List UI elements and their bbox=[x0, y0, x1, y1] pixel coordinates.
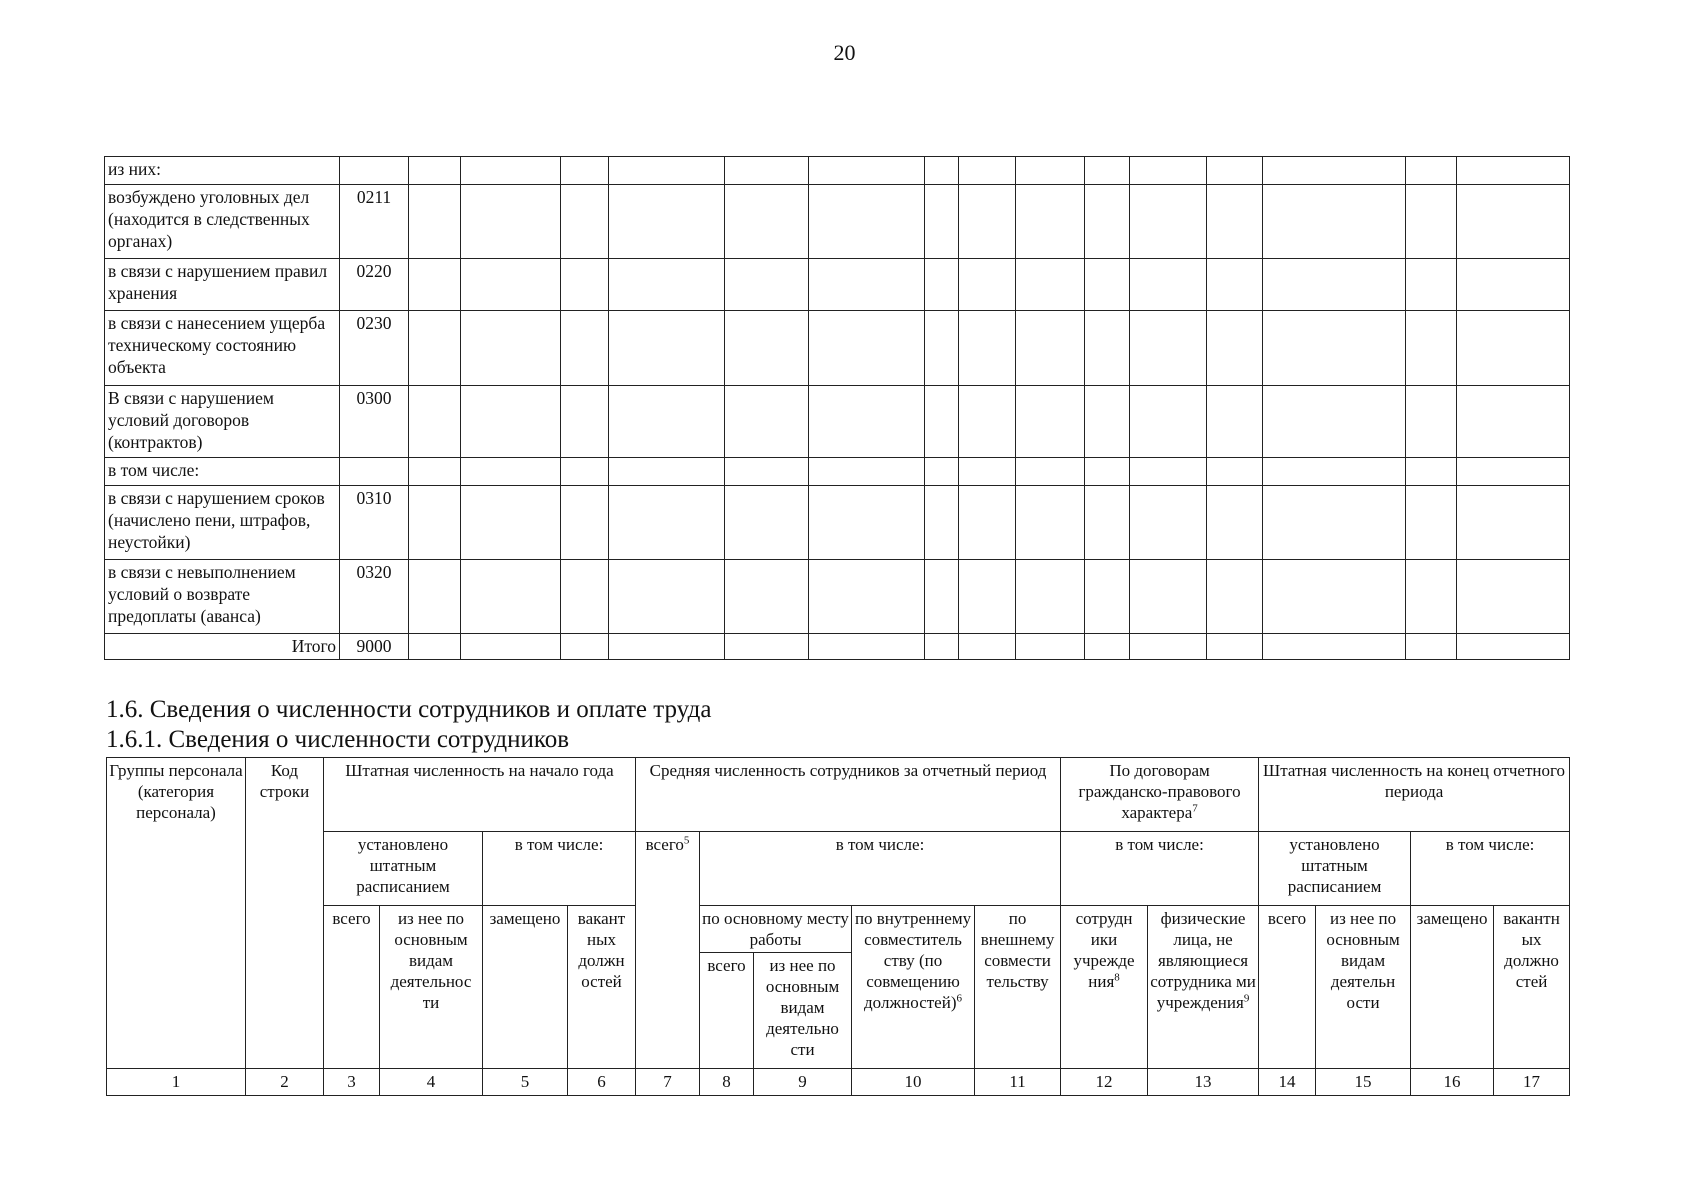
empty-cell bbox=[1457, 386, 1570, 458]
empty-cell bbox=[959, 185, 1016, 259]
empty-cell bbox=[1085, 386, 1130, 458]
empty-cell bbox=[461, 185, 561, 259]
empty-cell bbox=[925, 157, 959, 185]
empty-cell bbox=[809, 560, 925, 634]
empty-cell bbox=[1207, 311, 1263, 386]
empty-cell bbox=[1130, 560, 1207, 634]
empty-cell bbox=[925, 486, 959, 560]
empty-cell bbox=[609, 157, 725, 185]
empty-cell bbox=[959, 259, 1016, 311]
row-code bbox=[340, 458, 409, 486]
header-staff-end: Штатная численность на конец отчетного периода bbox=[1259, 758, 1570, 832]
empty-cell bbox=[461, 486, 561, 560]
header-main-activity-end: из нее по основным видам деятельн ости bbox=[1316, 906, 1411, 1069]
empty-cell bbox=[609, 458, 725, 486]
empty-cell bbox=[461, 458, 561, 486]
empty-cell bbox=[1130, 185, 1207, 259]
empty-cell bbox=[1406, 560, 1457, 634]
footnote-6: 6 bbox=[956, 992, 962, 1005]
empty-cell bbox=[1130, 458, 1207, 486]
empty-cell bbox=[1457, 458, 1570, 486]
empty-cell bbox=[1457, 560, 1570, 634]
header-main-place: по основному месту работы bbox=[700, 906, 852, 953]
empty-cell bbox=[1406, 486, 1457, 560]
table-row bbox=[105, 486, 1570, 560]
header-employees bbox=[1061, 906, 1148, 1069]
empty-cell bbox=[1207, 157, 1263, 185]
empty-cell bbox=[1457, 634, 1570, 660]
column-number: 11 bbox=[975, 1069, 1061, 1096]
row-label: в том числе: bbox=[105, 458, 340, 486]
table-row bbox=[105, 259, 1570, 311]
empty-cell bbox=[1130, 259, 1207, 311]
empty-cell bbox=[609, 560, 725, 634]
header-average: Средняя численность сотрудников за отчетный период bbox=[636, 758, 1061, 832]
header-filled-end: замещено bbox=[1411, 906, 1494, 1069]
column-number: 14 bbox=[1259, 1069, 1316, 1096]
row-label: в связи с нарушением правил хранения bbox=[105, 259, 340, 311]
empty-cell bbox=[925, 259, 959, 311]
empty-cell bbox=[461, 259, 561, 311]
empty-cell bbox=[1263, 311, 1406, 386]
table-row bbox=[105, 386, 1570, 458]
empty-cell bbox=[1406, 185, 1457, 259]
column-number: 4 bbox=[380, 1069, 483, 1096]
empty-cell bbox=[959, 311, 1016, 386]
row-label: из них: bbox=[105, 157, 340, 185]
empty-cell bbox=[561, 311, 609, 386]
empty-cell bbox=[1263, 185, 1406, 259]
header-gph bbox=[1061, 758, 1259, 832]
header-established-end: установлено штатным расписанием bbox=[1259, 832, 1411, 906]
empty-cell bbox=[725, 311, 809, 386]
empty-cell bbox=[725, 634, 809, 660]
row-label: в связи с нарушением сроков (начислено пени, штрафов, неустойки) bbox=[105, 486, 340, 560]
footnote-8: 8 bbox=[1114, 971, 1120, 984]
table-row bbox=[105, 311, 1570, 386]
header-groups: Группы персонала (категория персонала) bbox=[107, 758, 246, 1069]
total-row bbox=[105, 634, 1570, 660]
empty-cell bbox=[1130, 634, 1207, 660]
empty-cell bbox=[409, 157, 461, 185]
empty-cell bbox=[1263, 259, 1406, 311]
header-vacant-start: вакант ных должн остей bbox=[568, 906, 636, 1069]
empty-cell bbox=[809, 311, 925, 386]
header-vacant-end: вакантн ых должно стей bbox=[1494, 906, 1570, 1069]
header-staff-start: Штатная численность на начало года bbox=[324, 758, 636, 832]
empty-cell bbox=[1263, 486, 1406, 560]
empty-cell bbox=[1207, 486, 1263, 560]
empty-cell bbox=[1085, 157, 1130, 185]
empty-cell bbox=[1406, 458, 1457, 486]
empty-cell bbox=[1016, 185, 1085, 259]
header-established: установлено штатным расписанием bbox=[324, 832, 483, 906]
empty-cell bbox=[1085, 560, 1130, 634]
row-label: в связи с невыполнением условий о возврате предоплаты (аванса) bbox=[105, 560, 340, 634]
empty-cell bbox=[609, 311, 725, 386]
empty-cell bbox=[725, 458, 809, 486]
empty-cell bbox=[1085, 486, 1130, 560]
row-code: 0310 bbox=[340, 486, 409, 560]
row-code bbox=[340, 157, 409, 185]
empty-cell bbox=[1016, 157, 1085, 185]
footnote-9: 9 bbox=[1243, 992, 1250, 1005]
empty-cell bbox=[1085, 311, 1130, 386]
empty-cell bbox=[461, 311, 561, 386]
footnote-7: 7 bbox=[1192, 802, 1198, 815]
empty-cell bbox=[609, 185, 725, 259]
empty-cell bbox=[959, 458, 1016, 486]
empty-cell bbox=[1085, 458, 1130, 486]
section-subtitle: 1.6.1. Сведения о численности сотрудников bbox=[106, 726, 570, 753]
table-row bbox=[105, 185, 1570, 259]
column-number: 16 bbox=[1411, 1069, 1494, 1096]
column-number: 13 bbox=[1148, 1069, 1259, 1096]
empty-cell bbox=[609, 259, 725, 311]
empty-cell bbox=[1016, 259, 1085, 311]
row-label: в связи с нанесением ущерба техническому состоянию объекта bbox=[105, 311, 340, 386]
header-employees-text: сотрудн ики учрежде ния bbox=[1073, 909, 1135, 991]
empty-cell bbox=[725, 560, 809, 634]
table-row bbox=[105, 560, 1570, 634]
empty-cell bbox=[1207, 259, 1263, 311]
empty-cell bbox=[609, 486, 725, 560]
empty-cell bbox=[1085, 259, 1130, 311]
empty-cell bbox=[561, 386, 609, 458]
empty-cell bbox=[925, 458, 959, 486]
header-individuals-text: физические лица, не являющиеся сотрудника ми учреждения bbox=[1150, 909, 1256, 1012]
violations-table bbox=[104, 156, 1570, 660]
empty-cell bbox=[1016, 560, 1085, 634]
column-number: 12 bbox=[1061, 1069, 1148, 1096]
header-gph-text: По договорам гражданско-правового характера bbox=[1078, 761, 1241, 822]
empty-cell bbox=[1207, 458, 1263, 486]
empty-cell bbox=[409, 634, 461, 660]
empty-cell bbox=[725, 386, 809, 458]
header-vsego-end: всего bbox=[1259, 906, 1316, 1069]
empty-cell bbox=[461, 157, 561, 185]
column-number: 17 bbox=[1494, 1069, 1570, 1096]
header-filled-start: замещено bbox=[483, 906, 568, 1069]
empty-cell bbox=[1406, 311, 1457, 386]
total-code: 9000 bbox=[340, 634, 409, 660]
column-number: 5 bbox=[483, 1069, 568, 1096]
column-number: 6 bbox=[568, 1069, 636, 1096]
staff-count-table bbox=[106, 757, 1570, 1096]
empty-cell bbox=[561, 486, 609, 560]
empty-cell bbox=[809, 157, 925, 185]
empty-cell bbox=[409, 386, 461, 458]
empty-cell bbox=[1263, 386, 1406, 458]
row-code: 0211 bbox=[340, 185, 409, 259]
empty-cell bbox=[925, 185, 959, 259]
empty-cell bbox=[409, 185, 461, 259]
empty-cell bbox=[1130, 311, 1207, 386]
empty-cell bbox=[461, 634, 561, 660]
header-including-gph: в том числе: bbox=[1061, 832, 1259, 906]
empty-cell bbox=[561, 458, 609, 486]
empty-cell bbox=[925, 386, 959, 458]
empty-cell bbox=[409, 259, 461, 311]
row-label: возбуждено уголовных дел (находится в следственных органах) bbox=[105, 185, 340, 259]
empty-cell bbox=[1085, 634, 1130, 660]
empty-cell bbox=[1016, 311, 1085, 386]
empty-cell bbox=[561, 259, 609, 311]
empty-cell bbox=[1406, 259, 1457, 311]
empty-cell bbox=[461, 560, 561, 634]
header-vsego-start: всего bbox=[324, 906, 380, 1069]
empty-cell bbox=[725, 157, 809, 185]
empty-cell bbox=[725, 185, 809, 259]
empty-cell bbox=[725, 486, 809, 560]
header-code: Код строки bbox=[246, 758, 324, 1069]
empty-cell bbox=[1207, 560, 1263, 634]
column-number: 15 bbox=[1316, 1069, 1411, 1096]
column-number: 3 bbox=[324, 1069, 380, 1096]
column-number: 8 bbox=[700, 1069, 754, 1096]
empty-cell bbox=[1406, 386, 1457, 458]
empty-cell bbox=[1130, 386, 1207, 458]
empty-cell bbox=[925, 311, 959, 386]
empty-cell bbox=[1016, 458, 1085, 486]
empty-cell bbox=[809, 486, 925, 560]
empty-cell bbox=[925, 560, 959, 634]
header-total-text: всего bbox=[645, 835, 684, 854]
column-number: 10 bbox=[852, 1069, 975, 1096]
section-title: 1.6. Сведения о численности сотрудников и оплате труда bbox=[106, 696, 712, 723]
empty-cell bbox=[1016, 386, 1085, 458]
row-code: 0300 bbox=[340, 386, 409, 458]
empty-cell bbox=[409, 560, 461, 634]
empty-cell bbox=[809, 386, 925, 458]
empty-cell bbox=[959, 386, 1016, 458]
row-code: 0230 bbox=[340, 311, 409, 386]
empty-cell bbox=[1263, 634, 1406, 660]
header-internal bbox=[852, 906, 975, 1069]
empty-cell bbox=[809, 458, 925, 486]
empty-cell bbox=[1085, 185, 1130, 259]
empty-cell bbox=[959, 560, 1016, 634]
empty-cell bbox=[609, 386, 725, 458]
row-label: В связи с нарушением условий договоров (контрактов) bbox=[105, 386, 340, 458]
table-row bbox=[105, 157, 1570, 185]
row-code: 0320 bbox=[340, 560, 409, 634]
empty-cell bbox=[1457, 311, 1570, 386]
empty-cell bbox=[1406, 634, 1457, 660]
empty-cell bbox=[1457, 486, 1570, 560]
header-internal-text: по внутреннему совместитель ству (по совмещению должностей) bbox=[854, 909, 972, 1012]
empty-cell bbox=[561, 560, 609, 634]
empty-cell bbox=[409, 458, 461, 486]
column-number: 7 bbox=[636, 1069, 700, 1096]
header-including-end: в том числе: bbox=[1411, 832, 1570, 906]
empty-cell bbox=[959, 157, 1016, 185]
empty-cell bbox=[725, 259, 809, 311]
empty-cell bbox=[809, 259, 925, 311]
header-main-activity-start: из нее по основным видам деятельнос ти bbox=[380, 906, 483, 1069]
empty-cell bbox=[1016, 486, 1085, 560]
empty-cell bbox=[1457, 157, 1570, 185]
table-row bbox=[105, 458, 1570, 486]
header-vsego-avg: всего bbox=[700, 953, 754, 1069]
header-individuals bbox=[1148, 906, 1259, 1069]
empty-cell bbox=[809, 185, 925, 259]
empty-cell bbox=[1130, 157, 1207, 185]
empty-cell bbox=[561, 634, 609, 660]
empty-cell bbox=[461, 386, 561, 458]
empty-cell bbox=[409, 311, 461, 386]
empty-cell bbox=[1207, 185, 1263, 259]
header-total-avg bbox=[636, 832, 700, 1069]
total-label: Итого bbox=[105, 634, 340, 660]
empty-cell bbox=[409, 486, 461, 560]
empty-cell bbox=[809, 634, 925, 660]
empty-cell bbox=[959, 634, 1016, 660]
footnote-5: 5 bbox=[683, 834, 690, 847]
column-number: 9 bbox=[754, 1069, 852, 1096]
empty-cell bbox=[1263, 560, 1406, 634]
empty-cell bbox=[1016, 634, 1085, 660]
empty-cell bbox=[609, 634, 725, 660]
row-code: 0220 bbox=[340, 259, 409, 311]
page-number: 20 bbox=[833, 40, 856, 65]
empty-cell bbox=[1263, 458, 1406, 486]
empty-cell bbox=[1263, 157, 1406, 185]
header-external: по внешнему совмести тельству bbox=[975, 906, 1061, 1069]
column-number: 1 bbox=[107, 1069, 246, 1096]
empty-cell bbox=[561, 157, 609, 185]
empty-cell bbox=[1457, 185, 1570, 259]
column-numbers-row bbox=[107, 1069, 1570, 1096]
empty-cell bbox=[1406, 157, 1457, 185]
empty-cell bbox=[1207, 634, 1263, 660]
empty-cell bbox=[561, 185, 609, 259]
header-including-avg: в том числе: bbox=[700, 832, 1061, 906]
header-including: в том числе: bbox=[483, 832, 636, 906]
empty-cell bbox=[959, 486, 1016, 560]
empty-cell bbox=[1207, 386, 1263, 458]
empty-cell bbox=[1130, 486, 1207, 560]
column-number: 2 bbox=[246, 1069, 324, 1096]
header-main-activity-avg: из нее по основным видам деятельно сти bbox=[754, 953, 852, 1069]
empty-cell bbox=[925, 634, 959, 660]
empty-cell bbox=[1457, 259, 1570, 311]
